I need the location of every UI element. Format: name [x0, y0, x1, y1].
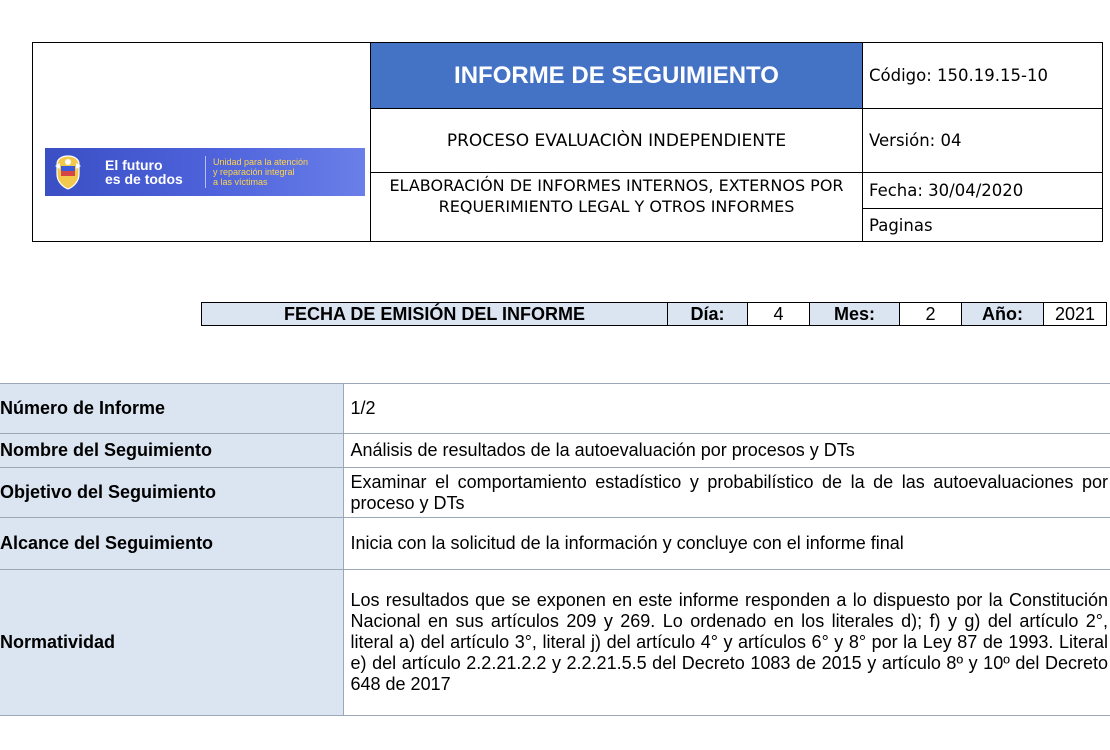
- logo-main-text: [105, 158, 183, 186]
- day-value: 4: [748, 303, 810, 325]
- row-value: Los resultados que se exponen en este informe responden a lo dispuesto por la Constitución Nacional en sus artículos 209 y 269. Lo ordenado en los literales d); f) y g) del artículo 2°, literal a) del artículo 3°, literal j) del artículo 4° y artículos 6° y 8° por la Ley 87 de 1993. Literal e) del artículo 2.2.21.2.2 y 2.2.21.5.5 del Decreto 1083 de 2015 y artículo 8º y 10º del Decreto 648 de 2017: [343, 570, 1110, 716]
- document-version: Versión: 04: [862, 109, 1102, 173]
- document-date: Fecha: 30/04/2020: [862, 173, 1102, 209]
- row-label: Normatividad: [0, 570, 343, 716]
- year-value: 2021: [1044, 303, 1106, 325]
- logo-sub-text: [213, 157, 308, 187]
- subprocess-name: ELABORACIÓN DE INFORMES INTERNOS, EXTERNOS POR REQUERIMIENTO LEGAL Y OTROS INFORMES: [389, 176, 844, 216]
- row-value: Análisis de resultados de la autoevaluación por procesos y DTs: [343, 434, 1110, 468]
- row-label: Alcance del Seguimiento: [0, 518, 343, 570]
- logo-sub-line-1: Unidad para la atención: [213, 157, 309, 167]
- logo-main-line-2: es de todos: [105, 171, 183, 187]
- document-pages: Paginas: [862, 209, 1102, 241]
- table-row: [0, 434, 1110, 468]
- logo-sub-line-2: y reparación integral: [213, 167, 295, 177]
- table-row: [0, 518, 1110, 570]
- entity-logo: [45, 148, 365, 196]
- row-label: Nombre del Seguimiento: [0, 434, 343, 468]
- table-row: [0, 468, 1110, 518]
- logo-cell: [33, 43, 371, 241]
- document-header: [32, 42, 1103, 242]
- logo-main-line-1: El futuro: [105, 157, 163, 173]
- emission-date-label: FECHA DE EMISIÓN DEL INFORME: [202, 303, 668, 325]
- year-label: Año:: [962, 303, 1044, 325]
- row-label: Número de Informe: [0, 384, 343, 434]
- report-info-table: [0, 383, 1110, 716]
- process-name: PROCESO EVALUACIÒN INDEPENDIENTE: [371, 109, 862, 173]
- coat-of-arms-icon: [53, 154, 83, 190]
- day-label: Día:: [668, 303, 748, 325]
- row-value: 1/2: [343, 384, 1110, 434]
- row-value: Inicia con la solicitud de la información y concluye con el informe final: [343, 518, 1110, 570]
- document-code: Código: 150.19.15-10: [862, 43, 1102, 109]
- table-row: [0, 384, 1110, 434]
- logo-sub-line-3: a las víctimas: [213, 177, 268, 187]
- month-label: Mes:: [810, 303, 900, 325]
- document-title: INFORME DE SEGUIMIENTO: [371, 43, 862, 109]
- logo-divider: [205, 156, 206, 188]
- emission-date-strip: [201, 302, 1107, 326]
- month-value: 2: [900, 303, 962, 325]
- row-value: Examinar el comportamiento estadístico y probabilístico de la de las autoevaluaciones por proceso y DTs: [343, 468, 1110, 518]
- table-row: [0, 570, 1110, 716]
- row-label: Objetivo del Seguimiento: [0, 468, 343, 518]
